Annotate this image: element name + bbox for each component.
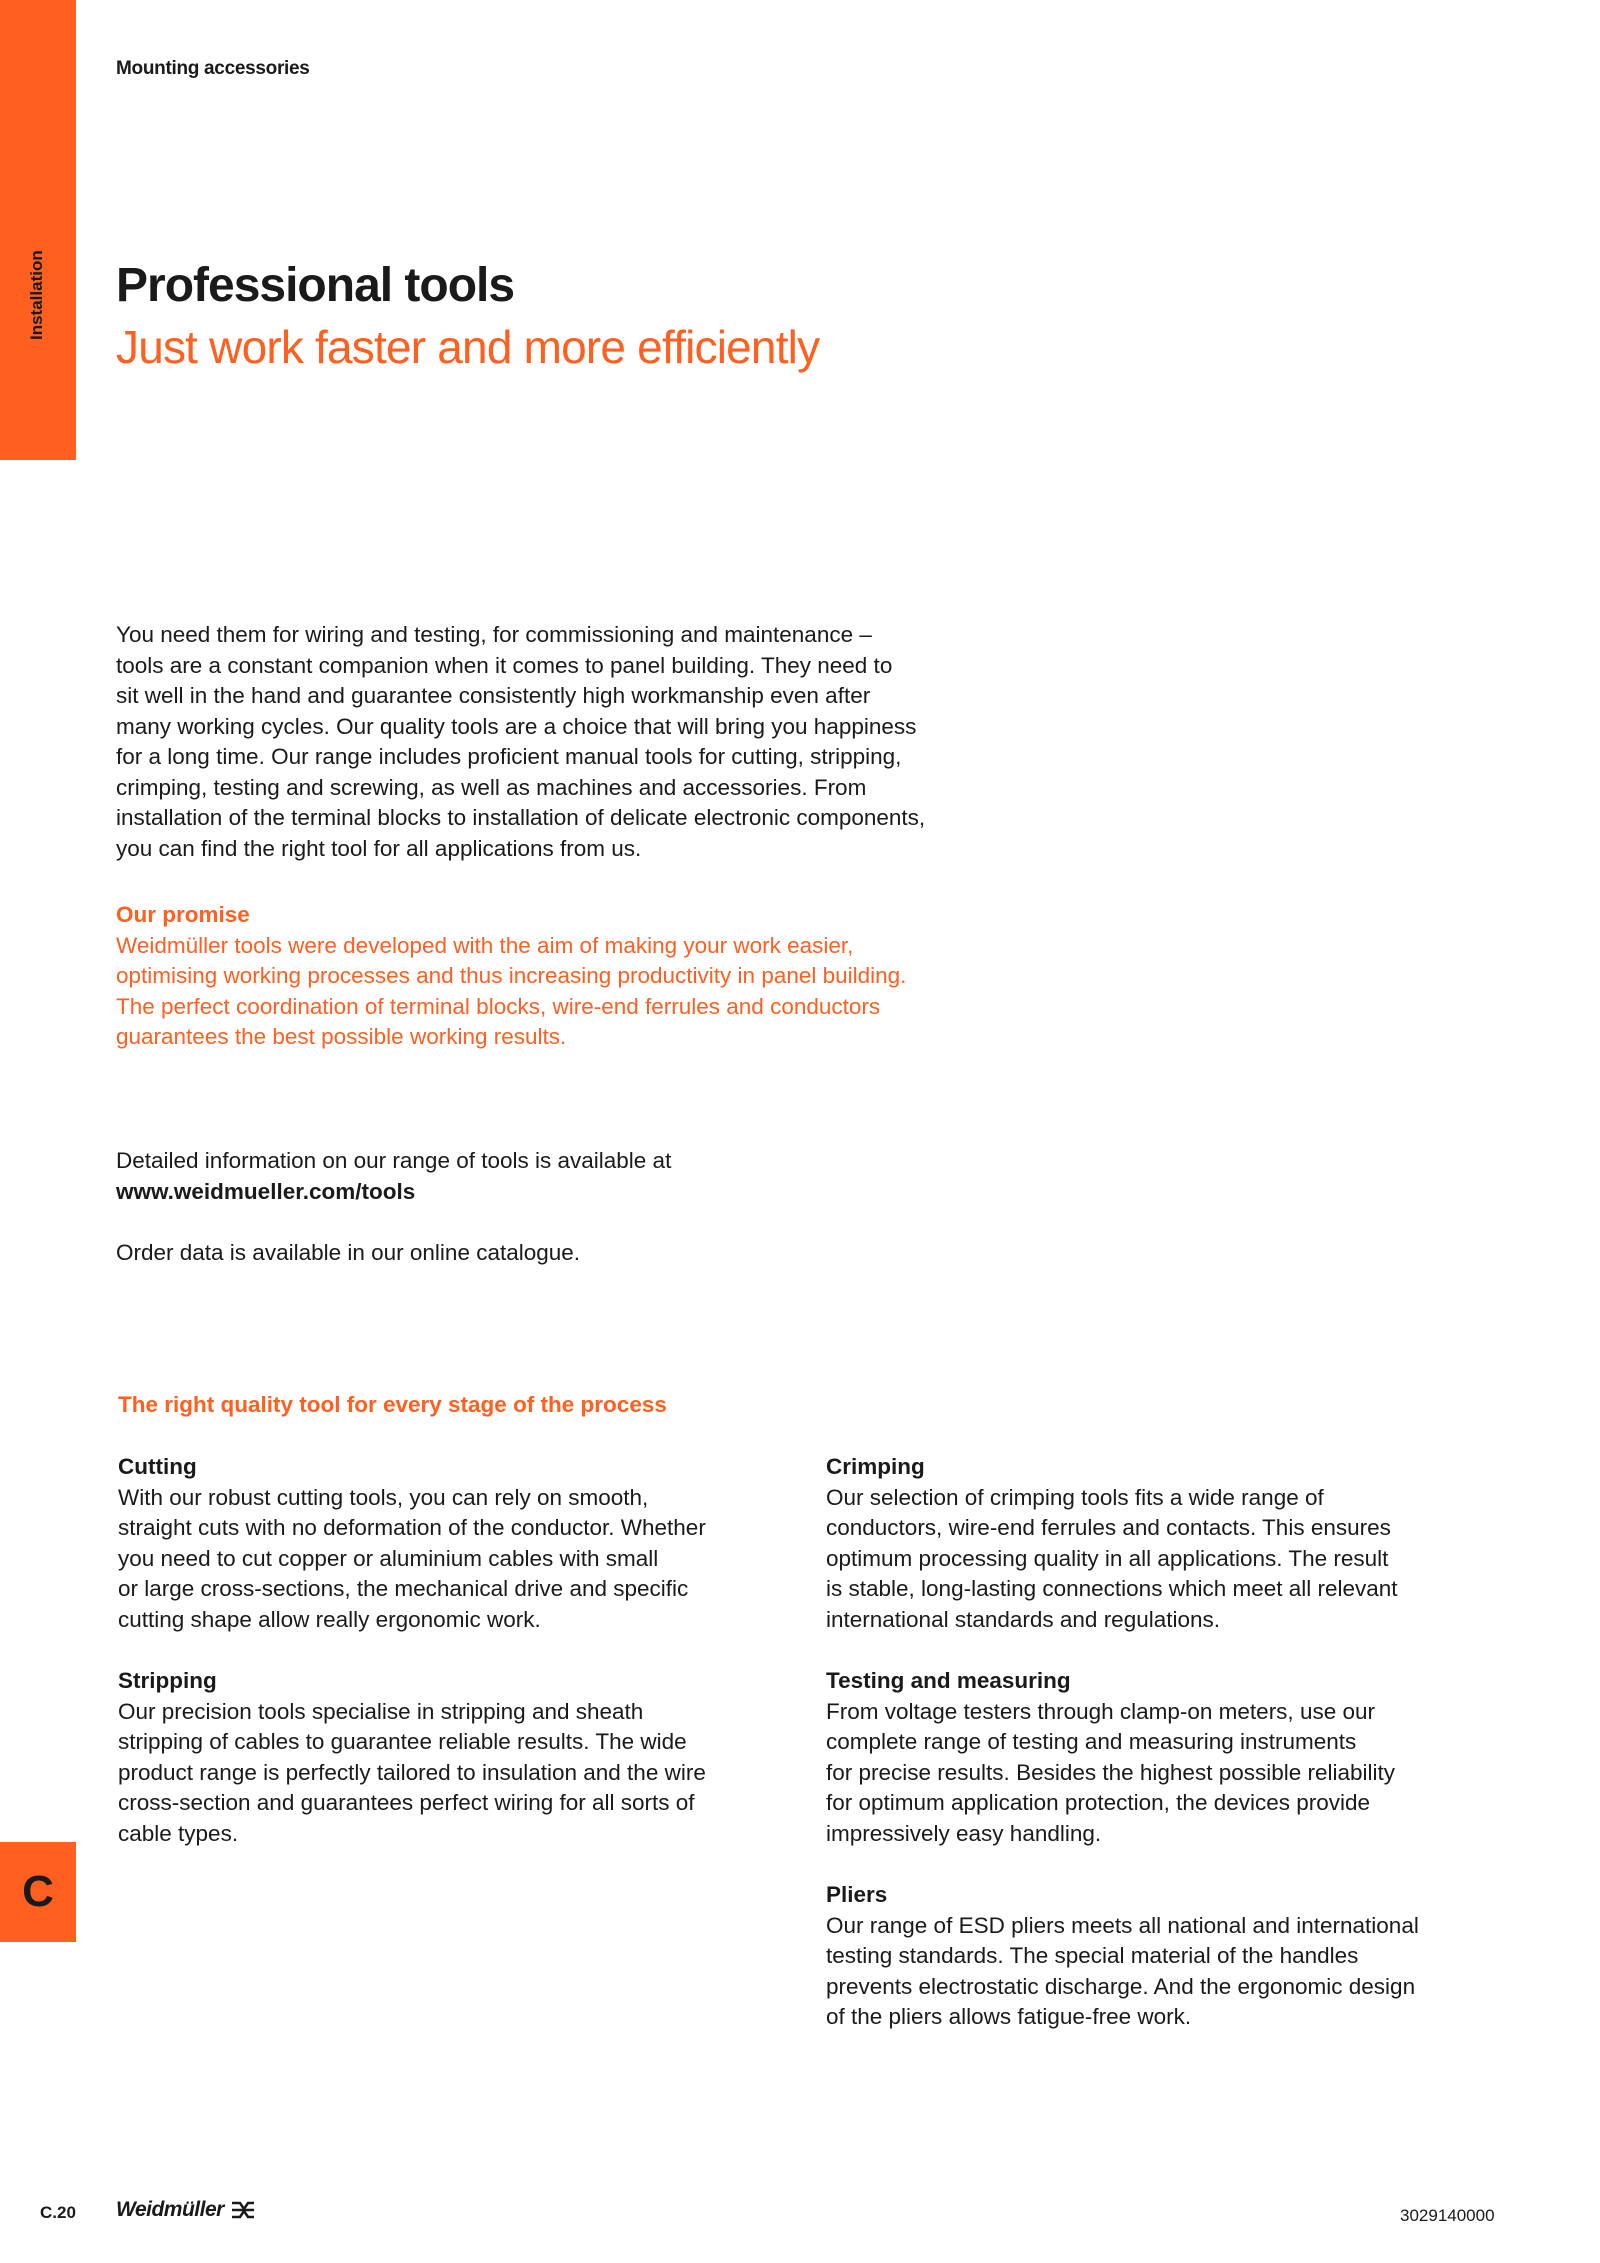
process-heading: The right quality tool for every stage of the process xyxy=(118,1392,667,1417)
order-note: Order data is available in our online catalogue. xyxy=(116,1240,581,1265)
brand-mark-icon xyxy=(230,2199,256,2221)
info-block: Detailed information on our range of tools is available at www.weidmueller.com/tools xyxy=(116,1146,1036,1207)
pliers-section: Pliers Our range of ESD pliers meets all national and international testing standards. The special material of the handles prevents electrostatic discharge. And the ergonomic design of the pliers allows fatigue-free work. xyxy=(826,1882,1419,2029)
stripping-section: Stripping Our precision tools specialise in stripping and sheath stripping of cables to guarantee reliable results. The wide product range is perfectly tailored to insulation and the wire cross-section and guarantees perfect wiring for all sorts of cable types. xyxy=(118,1668,706,1846)
intro-paragraph: You need them for wiring and testing, for commissioning and maintenance – tools are a constant companion when it comes to panel building. They need to sit well in the hand and guarantee consistently high workmanship even after many working cycles. Our quality tools are a choice that will bring you happiness for a long time. Our range includes proficient manual tools for cutting, stripping, crimping, testing and screwing, as well as machines and accessories. From installation of the terminal blocks to installation of delicate electronic components, you can find the right tool for all applications from us. xyxy=(116,622,926,861)
crimping-section: Crimping Our selection of crimping tools fits a wide range of conductors, wire-end ferrules and contacts. This ensures optimum processing quality in all applications. The result is stable, long-lasting connections which meet all relevant international standards and regulations. xyxy=(826,1454,1398,1632)
testing-section: Testing and measuring From voltage testers through clamp-on meters, use our complete range of testing and measuring instruments for precise results. Besides the highest possible reliability for optimum application protection, the devices provide impressively easy handling. xyxy=(826,1668,1396,1846)
brand-logo xyxy=(116,2198,256,2222)
chapter-letter-tab: C xyxy=(0,1842,76,1942)
page-title: Professional tools xyxy=(116,259,515,312)
promise-block: Our promise Weidmüller tools were developed with the aim of making your work easier, optimising working processes and thus increasing productivity in panel building. The perfect coordination of terminal blocks, wire-end ferrules and conductors guarantees the best possible working results. xyxy=(116,900,1036,1053)
page-number: C.20 xyxy=(40,2203,76,2222)
brand-name: Weidmüller xyxy=(116,2198,224,2221)
cutting-section: Cutting With our robust cutting tools, you can rely on smooth, straight cuts with no deformation of the conductor. Whether you need to cut copper or aluminium cables with small or large cross-sections, the mechanical drive and specific cutting shape allow really ergonomic work. xyxy=(118,1454,706,1632)
page-subtitle: Just work faster and more efficiently xyxy=(116,321,820,373)
tools-link[interactable]: www.weidmueller.com/tools xyxy=(116,1178,416,1204)
document-code: 3029140000 xyxy=(1400,2206,1495,2225)
section-header: Mounting accessories xyxy=(116,58,310,79)
promise-heading: Our promise xyxy=(116,902,250,927)
